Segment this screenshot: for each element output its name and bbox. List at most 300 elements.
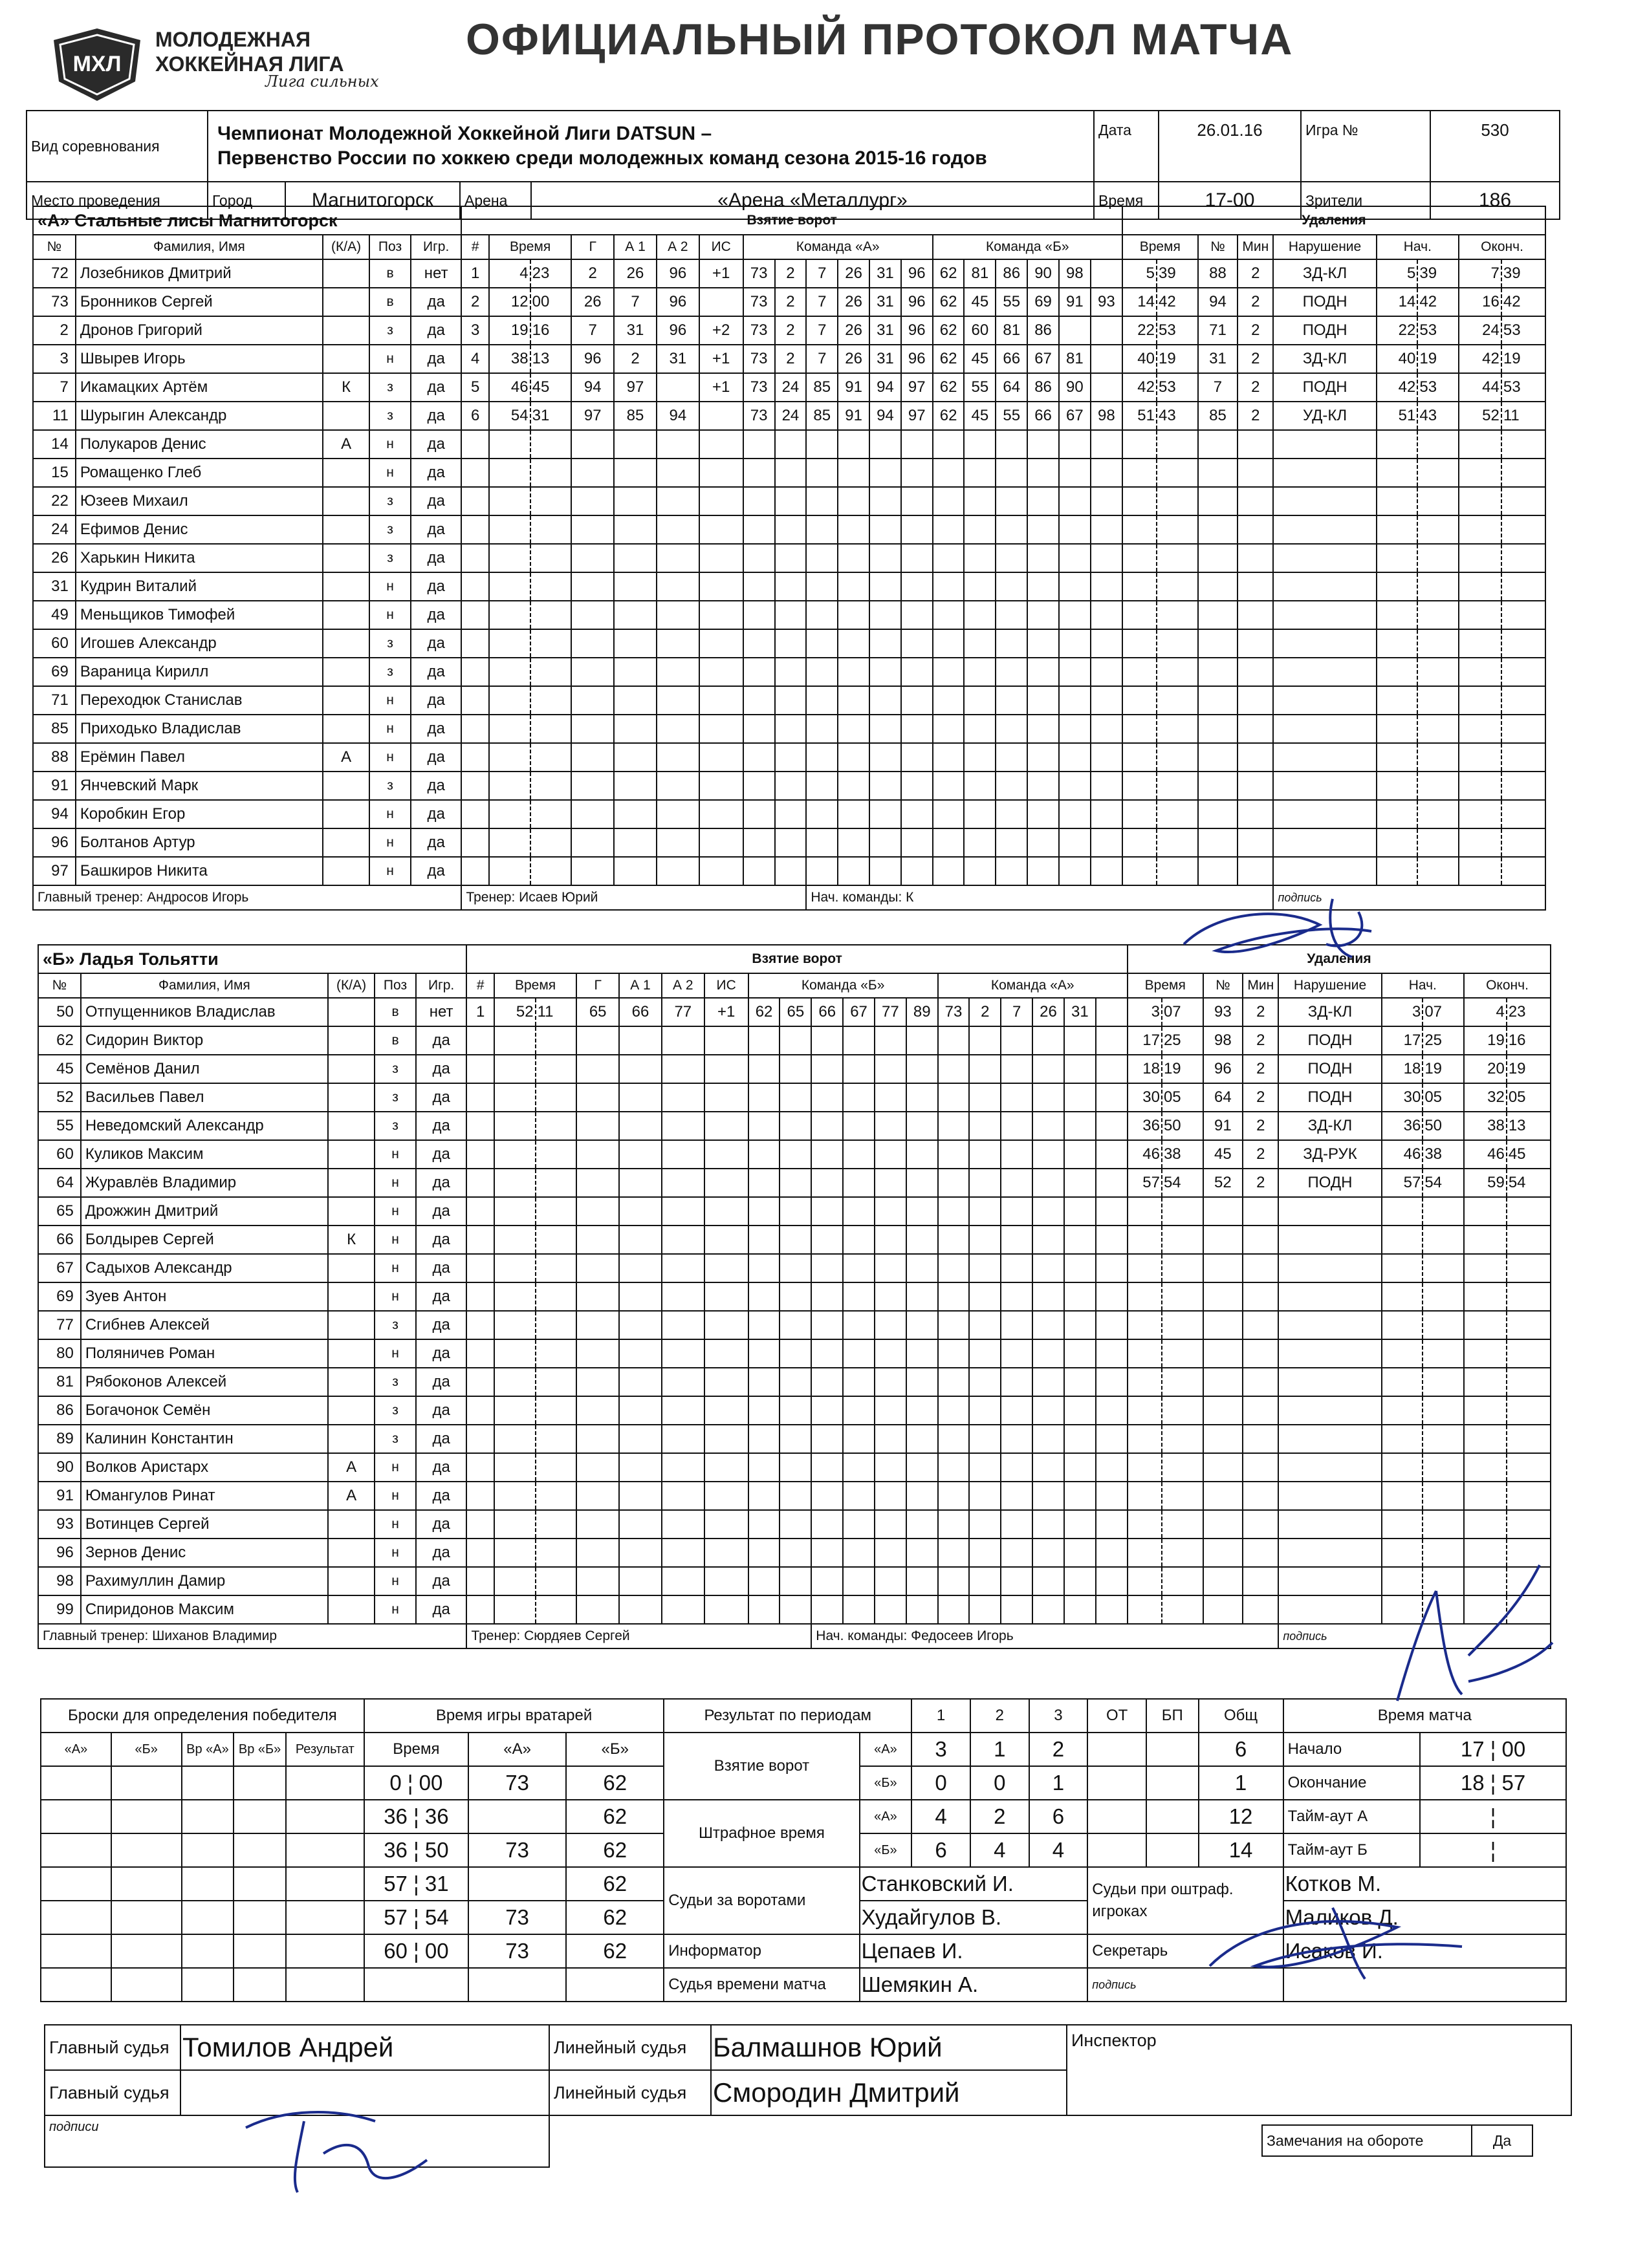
penalty-end-sec: 54 xyxy=(1507,1169,1551,1197)
penalty-violation: ЗД-РУК xyxy=(1278,1140,1381,1169)
on-ice-opp xyxy=(964,601,996,629)
penalty-start-sec xyxy=(1417,544,1459,572)
goal-is xyxy=(699,686,743,715)
player-name: Ерёмин Павел xyxy=(76,743,323,772)
date-value: 26.01.16 xyxy=(1159,111,1301,182)
on-ice-opp: 60 xyxy=(964,316,996,345)
player-role xyxy=(323,715,369,743)
on-ice-opp xyxy=(938,1595,970,1624)
penalty-player xyxy=(1198,686,1238,715)
penalty-end-sec xyxy=(1507,1368,1551,1396)
on-ice-own xyxy=(843,1368,875,1396)
penalty-minute xyxy=(1122,459,1157,487)
period-col-ot: ОТ xyxy=(1087,1699,1146,1733)
on-ice-own xyxy=(869,800,901,828)
col-header: Фамилия, Имя xyxy=(76,235,323,259)
penalty-minute: 17 xyxy=(1128,1026,1162,1055)
cell: 57 ¦ 54 xyxy=(364,1901,468,1934)
player-position: н xyxy=(369,686,411,715)
goal-is xyxy=(704,1425,748,1453)
goal-g xyxy=(571,800,614,828)
goal-g: 26 xyxy=(571,288,614,316)
on-ice-own xyxy=(843,1226,875,1254)
penalty-violation xyxy=(1278,1453,1381,1482)
goal-a1: 85 xyxy=(614,402,657,430)
on-ice-own xyxy=(901,629,933,658)
on-ice-opp xyxy=(1027,800,1059,828)
periods-goals-a-2: 2 xyxy=(1029,1733,1088,1766)
on-ice-opp xyxy=(1096,1282,1128,1311)
penalty-violation xyxy=(1273,544,1376,572)
officials-informer-label: Информатор xyxy=(664,1934,859,1968)
goal-a2 xyxy=(657,686,699,715)
player-position: н xyxy=(375,1539,416,1567)
on-ice-opp xyxy=(1064,1396,1096,1425)
on-ice-opp xyxy=(996,857,1027,885)
goal-minute xyxy=(494,1197,536,1226)
penalty-minute: 40 xyxy=(1122,345,1157,373)
penalty-minutes xyxy=(1238,629,1273,658)
on-ice-own: 31 xyxy=(869,288,901,316)
penalty-minutes xyxy=(1238,572,1273,601)
penalty-violation: УД-КЛ xyxy=(1273,402,1376,430)
penalty-start-min xyxy=(1382,1482,1423,1510)
on-ice-own xyxy=(906,1140,938,1169)
goal-a1: 97 xyxy=(614,373,657,402)
city-value: Магнитогорск xyxy=(285,182,460,219)
penalty-minute: 51 xyxy=(1122,402,1157,430)
goal-number xyxy=(466,1567,494,1595)
on-ice-opp xyxy=(1001,1169,1032,1197)
on-ice-opp xyxy=(938,1453,970,1482)
on-ice-opp xyxy=(1001,1396,1032,1425)
on-ice-opp xyxy=(1059,515,1091,544)
on-ice-own xyxy=(843,1055,875,1083)
goal-g xyxy=(576,1282,619,1311)
on-ice-own: 26 xyxy=(838,288,869,316)
goal-is xyxy=(699,430,743,459)
col-header: Команда «Б» xyxy=(748,973,938,998)
goal-g xyxy=(571,601,614,629)
goal-is xyxy=(699,515,743,544)
on-ice-opp xyxy=(1027,601,1059,629)
goal-a2 xyxy=(662,1197,704,1226)
penalty-start-min xyxy=(1377,487,1418,515)
goal-g: 65 xyxy=(576,998,619,1026)
player-name: Зернов Денис xyxy=(81,1539,328,1567)
signature-label: подпись xyxy=(1278,1624,1551,1648)
penalty-end-sec xyxy=(1501,772,1545,800)
on-ice-own xyxy=(811,1425,843,1453)
on-ice-own xyxy=(875,1026,906,1055)
penalty-start-sec xyxy=(1423,1311,1464,1339)
on-ice-own xyxy=(748,1254,780,1282)
on-ice-own xyxy=(843,1567,875,1595)
on-ice-opp xyxy=(1001,1083,1032,1112)
player-played: да xyxy=(416,1140,467,1169)
penalty-start-min xyxy=(1382,1453,1423,1482)
penalty-start-sec xyxy=(1417,743,1459,772)
signature-scribble-icon xyxy=(233,2102,440,2199)
cell xyxy=(234,1800,286,1833)
goal-minute xyxy=(494,1140,536,1169)
col-header: № xyxy=(33,235,76,259)
cell xyxy=(364,1968,468,2002)
periods-goals-b-4 xyxy=(1146,1766,1199,1800)
goal-number xyxy=(466,1510,494,1539)
penalty-player xyxy=(1203,1539,1243,1567)
penalty-start-sec: 25 xyxy=(1423,1026,1464,1055)
on-ice-opp xyxy=(969,1339,1001,1368)
player-name: Шурыгин Александр xyxy=(76,402,323,430)
player-role: А xyxy=(328,1482,375,1510)
goal-a2: 94 xyxy=(657,402,699,430)
on-ice-opp: 62 xyxy=(933,288,965,316)
col-header: Команда «А» xyxy=(743,235,933,259)
on-ice-opp xyxy=(1091,686,1122,715)
player-played: да xyxy=(416,1311,467,1339)
player-role xyxy=(328,1197,375,1226)
penalty-second xyxy=(1157,572,1198,601)
col-header: Фамилия, Имя xyxy=(81,973,328,998)
player-name: Дронов Григорий xyxy=(76,316,323,345)
player-number: 99 xyxy=(38,1595,81,1624)
goal-second xyxy=(536,1169,577,1197)
on-ice-own xyxy=(775,629,807,658)
cell: 57 ¦ 31 xyxy=(364,1867,468,1901)
player-role xyxy=(323,487,369,515)
goal-g xyxy=(571,572,614,601)
cell xyxy=(111,1800,182,1833)
penalty-minute xyxy=(1122,487,1157,515)
on-ice-opp xyxy=(1091,373,1122,402)
player-position: н xyxy=(375,1482,416,1510)
goalie-time-title: Время игры вратарей xyxy=(364,1699,664,1733)
penalty-minute: 57 xyxy=(1128,1169,1162,1197)
on-ice-own xyxy=(901,772,933,800)
penalty-minute: 46 xyxy=(1128,1140,1162,1169)
goal-second xyxy=(536,1140,577,1169)
penalty-second: 19 xyxy=(1162,1055,1203,1083)
goal-a1 xyxy=(619,1539,662,1567)
player-position: н xyxy=(369,601,411,629)
penalty-violation: ПОДН xyxy=(1273,288,1376,316)
goal-a1 xyxy=(619,1311,662,1339)
penalty-second xyxy=(1162,1595,1203,1624)
on-ice-own xyxy=(743,658,775,686)
on-ice-opp xyxy=(1059,686,1091,715)
player-number: 81 xyxy=(38,1368,81,1396)
on-ice-opp xyxy=(964,572,996,601)
on-ice-opp xyxy=(1091,715,1122,743)
on-ice-own xyxy=(811,1595,843,1624)
goal-is xyxy=(704,1140,748,1169)
goalies-rows-4-ss: 54 xyxy=(424,1905,449,1929)
penalty-end-min xyxy=(1459,658,1501,686)
goal-a2 xyxy=(657,430,699,459)
penalty-second xyxy=(1157,487,1198,515)
on-ice-opp xyxy=(1096,1425,1128,1453)
player-number: 2 xyxy=(33,316,76,345)
player-name: Кудрин Виталий xyxy=(76,572,323,601)
penalty-player xyxy=(1203,1482,1243,1510)
on-ice-opp xyxy=(964,743,996,772)
penalty-minutes xyxy=(1243,1396,1278,1425)
penalty-minute xyxy=(1122,572,1157,601)
player-position: н xyxy=(375,1169,416,1197)
goal-second xyxy=(536,1339,577,1368)
goal-g xyxy=(576,1140,619,1169)
goalies-rows-1-b: 62 xyxy=(566,1800,664,1833)
penalty-minute: 42 xyxy=(1122,373,1157,402)
goal-a1 xyxy=(614,515,657,544)
on-ice-opp xyxy=(964,544,996,572)
on-ice-own xyxy=(901,544,933,572)
goal-g xyxy=(576,1112,619,1140)
on-ice-opp xyxy=(969,1539,1001,1567)
goal-a1: 2 xyxy=(614,345,657,373)
goal-second xyxy=(530,430,572,459)
player-number: 89 xyxy=(38,1425,81,1453)
goal-second xyxy=(530,658,572,686)
on-ice-opp xyxy=(1096,998,1128,1026)
goal-minute xyxy=(489,430,530,459)
penalty-end-min xyxy=(1464,1368,1507,1396)
on-ice-own xyxy=(838,459,869,487)
on-ice-opp xyxy=(1027,487,1059,515)
on-ice-own: 73 xyxy=(743,373,775,402)
on-ice-own: 7 xyxy=(806,316,838,345)
player-role xyxy=(323,544,369,572)
cell xyxy=(41,1934,111,1968)
penalty-player xyxy=(1203,1311,1243,1339)
on-ice-own: 96 xyxy=(901,316,933,345)
periods-goals-b-3 xyxy=(1087,1766,1146,1800)
penalty-minute xyxy=(1122,601,1157,629)
goal-second: 45 xyxy=(530,373,572,402)
goal-number: 3 xyxy=(461,316,488,345)
period-col-total: Общ xyxy=(1199,1699,1283,1733)
player-played: да xyxy=(416,1595,467,1624)
goal-minute xyxy=(489,686,530,715)
periods-goals-b-1: 0 xyxy=(970,1766,1029,1800)
penalty-minute xyxy=(1122,658,1157,686)
penalty-end-min xyxy=(1459,430,1501,459)
player-played: да xyxy=(416,1425,467,1453)
goal-second xyxy=(530,715,572,743)
goalies-rows-5-ss: 00 xyxy=(424,1939,449,1963)
periods-goals-a-5: 6 xyxy=(1199,1733,1283,1766)
periods-goals-a-4 xyxy=(1146,1733,1199,1766)
player-number: 15 xyxy=(33,459,76,487)
col-header: (К/А) xyxy=(323,235,369,259)
goalies-rows-2-a: 73 xyxy=(468,1833,566,1867)
on-ice-opp xyxy=(1027,743,1059,772)
goal-g xyxy=(571,459,614,487)
goal-a2 xyxy=(662,1368,704,1396)
goal-a2 xyxy=(657,373,699,402)
goal-second: 16 xyxy=(530,316,572,345)
goal-a1 xyxy=(619,1482,662,1510)
player-position: з xyxy=(375,1396,416,1425)
goal-number xyxy=(466,1197,494,1226)
player-position: н xyxy=(369,828,411,857)
on-ice-own xyxy=(743,800,775,828)
player-played: да xyxy=(411,601,462,629)
player-name: Неведомский Александр xyxy=(81,1112,328,1140)
on-ice-own xyxy=(843,1311,875,1339)
on-ice-opp xyxy=(1064,1254,1096,1282)
penalty-minute xyxy=(1128,1254,1162,1282)
on-ice-opp xyxy=(1059,772,1091,800)
penalty-end-sec xyxy=(1507,1311,1551,1339)
city-label: Город xyxy=(208,182,285,219)
goal-g xyxy=(571,857,614,885)
on-ice-own xyxy=(743,857,775,885)
goal-is xyxy=(704,1226,748,1254)
penalty-violation: ПОДН xyxy=(1278,1169,1381,1197)
on-ice-own xyxy=(806,828,838,857)
on-ice-own xyxy=(906,1539,938,1567)
match-time-start-h: 17 xyxy=(1460,1737,1485,1761)
player-name: Юзеев Михаил xyxy=(76,487,323,515)
penalty-minutes: 2 xyxy=(1243,1169,1278,1197)
on-ice-own xyxy=(775,544,807,572)
goal-second xyxy=(530,487,572,515)
on-ice-opp xyxy=(1096,1055,1128,1083)
player-played: да xyxy=(411,857,462,885)
goal-number xyxy=(466,1311,494,1339)
on-ice-opp xyxy=(933,544,965,572)
penalty-second xyxy=(1157,459,1198,487)
player-played: да xyxy=(411,402,462,430)
time-value: 17-00 xyxy=(1159,182,1301,219)
on-ice-own xyxy=(806,857,838,885)
player-number: 45 xyxy=(38,1055,81,1083)
on-ice-own xyxy=(906,1026,938,1055)
on-ice-own xyxy=(838,743,869,772)
on-ice-opp xyxy=(1096,1197,1128,1226)
on-ice-opp xyxy=(1059,572,1091,601)
on-ice-opp xyxy=(1032,1539,1064,1567)
player-played: да xyxy=(416,1169,467,1197)
on-ice-own xyxy=(906,1567,938,1595)
penalty-violation: ПОДН xyxy=(1278,1083,1381,1112)
goal-a2 xyxy=(662,1140,704,1169)
penalty-violation: ЗД-КЛ xyxy=(1278,998,1381,1026)
goal-number xyxy=(461,658,488,686)
penalty-minute xyxy=(1122,715,1157,743)
penalty-violation xyxy=(1278,1425,1381,1453)
penalty-end-sec: 11 xyxy=(1501,402,1545,430)
goalies-rows-1-a xyxy=(468,1800,566,1833)
on-ice-opp xyxy=(933,715,965,743)
player-played: да xyxy=(416,1055,467,1083)
cell xyxy=(286,1968,364,2002)
on-ice-own xyxy=(838,572,869,601)
penalty-end-sec: 13 xyxy=(1507,1112,1551,1140)
on-ice-own xyxy=(843,1539,875,1567)
on-ice-opp xyxy=(1096,1595,1128,1624)
on-ice-own xyxy=(780,1339,811,1368)
periods-goals-a-1: 1 xyxy=(970,1733,1029,1766)
cell xyxy=(111,1867,182,1901)
player-number: 69 xyxy=(33,658,76,686)
on-ice-own: 77 xyxy=(875,998,906,1026)
goal-number xyxy=(466,1169,494,1197)
on-ice-opp xyxy=(969,1254,1001,1282)
player-number: 26 xyxy=(33,544,76,572)
penalty-end-min xyxy=(1464,1254,1507,1282)
penalty-minutes xyxy=(1238,658,1273,686)
goal-number xyxy=(461,601,488,629)
period-col-so: БП xyxy=(1146,1699,1199,1733)
penalty-start-min: 3 xyxy=(1382,998,1423,1026)
penalty-start-sec xyxy=(1417,800,1459,828)
on-ice-opp xyxy=(938,1197,970,1226)
goal-a2 xyxy=(662,1282,704,1311)
on-ice-own xyxy=(748,1339,780,1368)
goalies-rows-2-ss: 50 xyxy=(424,1838,449,1862)
on-ice-opp xyxy=(938,1425,970,1453)
cell xyxy=(182,1800,234,1833)
player-position: з xyxy=(369,487,411,515)
on-ice-opp xyxy=(938,1026,970,1055)
on-ice-own xyxy=(843,1169,875,1197)
player-played: да xyxy=(416,1226,467,1254)
on-ice-opp xyxy=(1027,686,1059,715)
on-ice-own xyxy=(780,1453,811,1482)
on-ice-own xyxy=(811,1453,843,1482)
on-ice-opp: 90 xyxy=(1027,259,1059,288)
goal-a2 xyxy=(657,715,699,743)
player-row xyxy=(38,1339,1551,1368)
player-name: Садыхов Александр xyxy=(81,1254,328,1282)
periods-a: «А» xyxy=(860,1800,912,1833)
penalty-start-sec: 19 xyxy=(1417,345,1459,373)
player-row xyxy=(38,1453,1551,1482)
on-ice-own xyxy=(775,715,807,743)
on-ice-own xyxy=(743,715,775,743)
goal-a1 xyxy=(619,1567,662,1595)
goal-g xyxy=(576,1254,619,1282)
goal-number xyxy=(466,1055,494,1083)
on-ice-opp xyxy=(996,658,1027,686)
penalty-end-sec: 05 xyxy=(1507,1083,1551,1112)
penalty-second xyxy=(1162,1197,1203,1226)
goal-is xyxy=(704,1368,748,1396)
cell: 36 ¦ 36 xyxy=(364,1800,468,1833)
on-ice-opp xyxy=(1091,857,1122,885)
goal-number xyxy=(466,1026,494,1055)
periods-pim-a-5: 12 xyxy=(1199,1800,1283,1833)
penalty-end-sec: 42 xyxy=(1501,288,1545,316)
on-ice-own xyxy=(748,1169,780,1197)
penalty-start-min xyxy=(1382,1396,1423,1425)
officials-goal-judge2: Худайгулов В. xyxy=(860,1901,1088,1934)
penalty-end-sec xyxy=(1501,828,1545,857)
player-row xyxy=(38,1112,1551,1140)
penalty-minute xyxy=(1128,1425,1162,1453)
on-ice-own: 73 xyxy=(743,316,775,345)
goal-a2 xyxy=(662,1396,704,1425)
periods-pim-b-5: 14 xyxy=(1199,1833,1283,1867)
on-ice-own xyxy=(906,1311,938,1339)
goal-minute: 4 xyxy=(489,259,530,288)
on-ice-own xyxy=(906,1226,938,1254)
goal-minute xyxy=(494,1510,536,1539)
goals-label: Взятие ворот xyxy=(664,1733,859,1800)
